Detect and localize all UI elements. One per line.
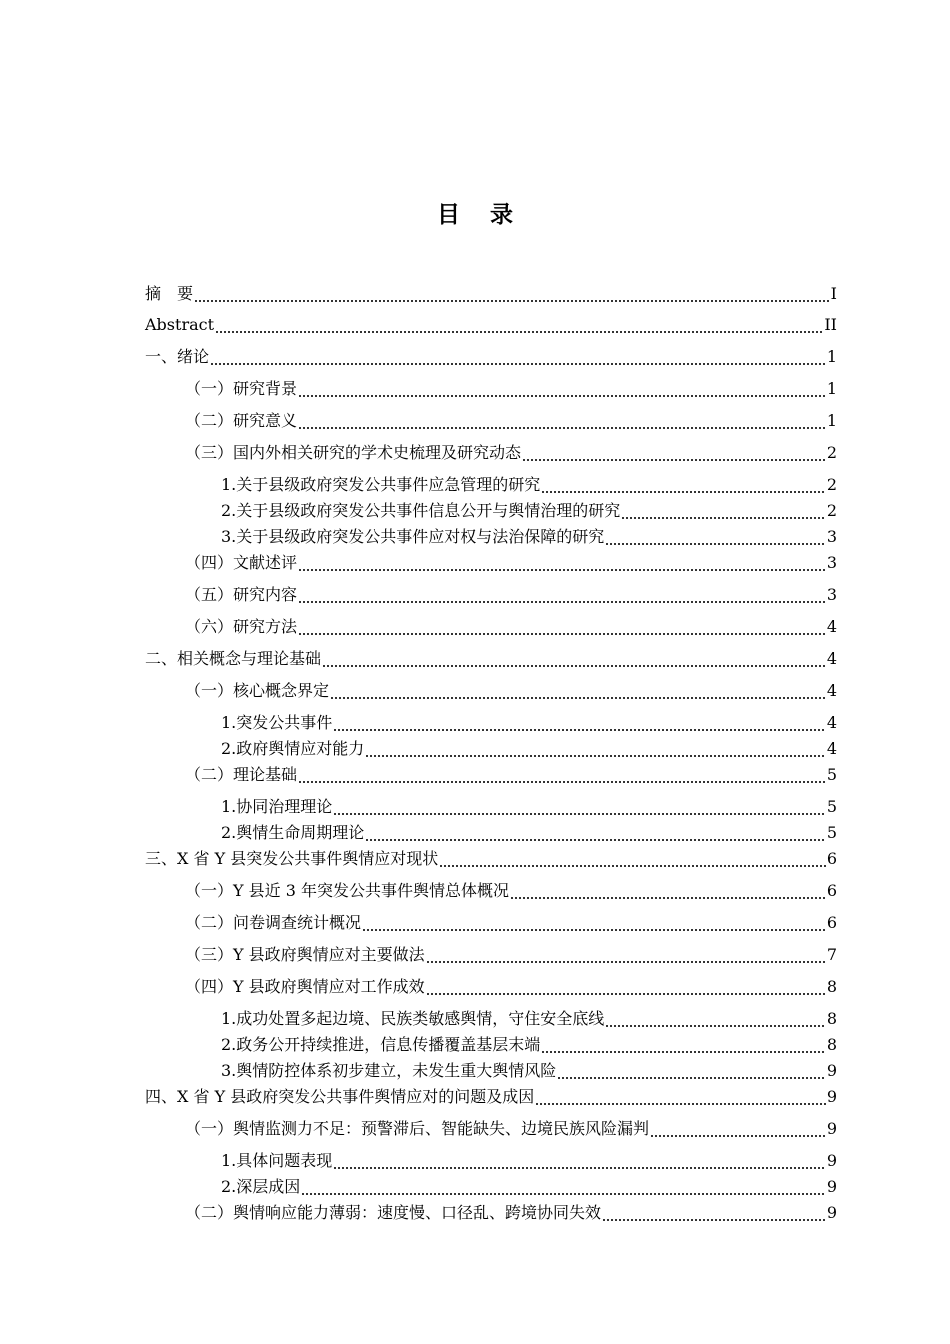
toc-entry[interactable]: [185, 1115, 837, 1139]
toc-entry-label: （一）Y 县近 3 年突发公共事件舆情总体概况: [185, 881, 510, 900]
toc-entry-label: （三）国内外相关研究的学术史梳理及研究动态: [185, 443, 522, 462]
toc-entry-label: 2.舆情生命周期理论: [221, 823, 365, 842]
toc-entry-page-number: 4: [826, 713, 837, 732]
toc-entry-label: （一）舆情监测力不足：预警滞后、智能缺失、边境民族风险漏判: [185, 1119, 650, 1138]
toc-entry-label: （二）研究意义: [185, 411, 298, 430]
toc-entry[interactable]: [185, 407, 837, 431]
toc-entry[interactable]: [185, 439, 837, 463]
toc-title-right: 录: [490, 202, 513, 228]
toc-entry-page-number: 8: [826, 1009, 837, 1028]
toc-entry-page-number: 3: [826, 527, 837, 546]
toc-entry-page-number: 3: [826, 553, 837, 572]
toc-entry-page-number: 9: [826, 1087, 837, 1106]
toc-entry-label: （一）研究背景: [185, 379, 298, 398]
toc-entry[interactable]: [221, 523, 837, 547]
toc-entry-label: 三、X 省 Y 县突发公共事件舆情应对现状: [145, 849, 439, 868]
toc-entry-label: （二）问卷调查统计概况: [185, 913, 362, 932]
toc-entry[interactable]: [221, 471, 837, 495]
toc-entry-label: 3.关于县级政府突发公共事件应对权与法治保障的研究: [221, 527, 605, 546]
toc-entry[interactable]: [145, 845, 837, 869]
toc-entry-label: 2.关于县级政府突发公共事件信息公开与舆情治理的研究: [221, 501, 621, 520]
toc-leader-dots: [621, 501, 826, 521]
toc-leader-dots: [541, 475, 826, 495]
toc-entry-label: 2.政务公开持续推进，信息传播覆盖基层末端: [221, 1035, 541, 1054]
toc-entry[interactable]: [185, 909, 837, 933]
toc-entry[interactable]: [185, 375, 837, 399]
toc-entry[interactable]: [221, 1057, 837, 1081]
toc-leader-dots: [333, 1151, 826, 1171]
toc-entry[interactable]: [221, 819, 837, 843]
toc-entry[interactable]: [145, 1083, 837, 1107]
toc-entry-page-number: 8: [826, 977, 837, 996]
toc-entry-label: 摘 要: [145, 284, 194, 303]
toc-leader-dots: [301, 1177, 826, 1197]
toc-entry-label: 3.舆情防控体系初步建立，未发生重大舆情风险: [221, 1061, 557, 1080]
toc-entry-page-number: 3: [826, 585, 837, 604]
toc-entry[interactable]: [185, 677, 837, 701]
toc-entry-page-number: 6: [826, 881, 837, 900]
toc-entry-label: 1.协同治理理论: [221, 797, 333, 816]
toc-entry-label: （五）研究内容: [185, 585, 298, 604]
toc-entry[interactable]: [185, 1199, 837, 1223]
toc-entry[interactable]: [145, 280, 837, 304]
toc-entry-page-number: 4: [826, 617, 837, 636]
toc-leader-dots: [510, 881, 826, 901]
toc-entry-label: Abstract: [145, 315, 215, 334]
toc-entry-label: （四）Y 县政府舆情应对工作成效: [185, 977, 425, 996]
toc-entry-page-number: I: [830, 284, 837, 303]
toc-entry-page-number: 7: [826, 945, 837, 964]
toc-entry-label: 1.关于县级政府突发公共事件应急管理的研究: [221, 475, 541, 494]
toc-leader-dots: [210, 347, 826, 367]
toc-entry-page-number: 1: [826, 347, 837, 366]
toc-leader-dots: [362, 913, 826, 933]
toc-leader-dots: [298, 585, 826, 605]
toc-entry-page-number: 4: [826, 681, 837, 700]
toc-entry-label: 1.具体问题表现: [221, 1151, 333, 1170]
toc-leader-dots: [557, 1061, 826, 1081]
toc-leader-dots: [541, 1035, 826, 1055]
toc-entry-page-number: 2: [826, 501, 837, 520]
toc-entry-page-number: 9: [826, 1061, 837, 1080]
toc-entry-page-number: 6: [826, 913, 837, 932]
toc-entry-label: 2.政府舆情应对能力: [221, 739, 365, 758]
toc-entry-page-number: 9: [826, 1203, 837, 1222]
toc-entry-page-number: 2: [826, 475, 837, 494]
toc-entry[interactable]: [185, 877, 837, 901]
toc-entry[interactable]: [185, 549, 837, 573]
toc-leader-dots: [194, 284, 830, 304]
toc-entry-page-number: 9: [826, 1177, 837, 1196]
toc-entry-label: （一）核心概念界定: [185, 681, 330, 700]
toc-entry-label: 1.成功处置多起边境、民族类敏感舆情，守住安全底线: [221, 1009, 605, 1028]
toc-leader-dots: [298, 379, 826, 399]
toc-entry-page-number: 2: [826, 443, 837, 462]
toc-entry-label: 一、绪论: [145, 347, 210, 366]
toc-entry[interactable]: [185, 973, 837, 997]
toc-entry-page-number: 9: [826, 1119, 837, 1138]
toc-leader-dots: [322, 649, 826, 669]
toc-entry-label: 2.深层成因: [221, 1177, 301, 1196]
toc-entry[interactable]: [145, 645, 837, 669]
toc-entry[interactable]: [185, 613, 837, 637]
toc-entry-page-number: 1: [826, 379, 837, 398]
toc-entry[interactable]: [221, 497, 837, 521]
toc-entry[interactable]: [185, 581, 837, 605]
toc-entry[interactable]: [221, 1147, 837, 1171]
toc-entry[interactable]: [221, 1173, 837, 1197]
toc-entry-page-number: 9: [826, 1151, 837, 1170]
toc-leader-dots: [330, 681, 826, 701]
toc-entry[interactable]: [221, 1031, 837, 1055]
toc-entry[interactable]: [185, 761, 837, 785]
toc-entry[interactable]: [185, 941, 837, 965]
toc-entry-page-number: 5: [826, 765, 837, 784]
toc-entry-page-number: 1: [826, 411, 837, 430]
toc-entry-label: （三）Y 县政府舆情应对主要做法: [185, 945, 425, 964]
toc-entry[interactable]: [145, 343, 837, 367]
toc-entry[interactable]: [221, 793, 837, 817]
toc-leader-dots: [298, 765, 826, 785]
toc-leader-dots: [602, 1203, 826, 1223]
toc-entry-page-number: 5: [826, 823, 837, 842]
toc-entry-label: （四）文献述评: [185, 553, 298, 572]
toc-entry-page-number: II: [824, 315, 837, 334]
toc-leader-dots: [298, 617, 826, 637]
toc-leader-dots: [215, 315, 823, 335]
toc-leader-dots: [298, 411, 826, 431]
toc-entry[interactable]: [221, 735, 837, 759]
toc-leader-dots: [333, 797, 826, 817]
toc-entry-page-number: 4: [826, 739, 837, 758]
toc-leader-dots: [426, 945, 826, 965]
toc-leader-dots: [605, 1009, 826, 1029]
toc-entry[interactable]: [221, 709, 837, 733]
toc-entry[interactable]: [221, 1005, 837, 1029]
toc-leader-dots: [439, 849, 826, 869]
toc-leader-dots: [650, 1119, 826, 1139]
toc-leader-dots: [426, 977, 826, 997]
toc-leader-dots: [535, 1087, 826, 1107]
toc-entry-label: 1.突发公共事件: [221, 713, 333, 732]
toc-entry-page-number: 8: [826, 1035, 837, 1054]
toc-leader-dots: [365, 739, 826, 759]
toc-leader-dots: [605, 527, 826, 547]
toc-entry-label: 二、相关概念与理论基础: [145, 649, 322, 668]
toc-leader-dots: [522, 443, 826, 463]
toc-leader-dots: [298, 553, 826, 573]
toc-entry-page-number: 4: [826, 649, 837, 668]
toc-entry-label: （二）理论基础: [185, 765, 298, 784]
toc-entry-label: （六）研究方法: [185, 617, 298, 636]
toc-leader-dots: [333, 713, 826, 733]
toc-entry[interactable]: [145, 311, 837, 335]
toc-entry-page-number: 5: [826, 797, 837, 816]
toc-entry-label: 四、X 省 Y 县政府突发公共事件舆情应对的问题及成因: [145, 1087, 535, 1106]
toc-entry-page-number: 6: [826, 849, 837, 868]
toc-title-left: 目: [437, 202, 460, 228]
toc-entry-label: （二）舆情响应能力薄弱：速度慢、口径乱、跨境协同失效: [185, 1203, 602, 1222]
toc-leader-dots: [365, 823, 826, 843]
